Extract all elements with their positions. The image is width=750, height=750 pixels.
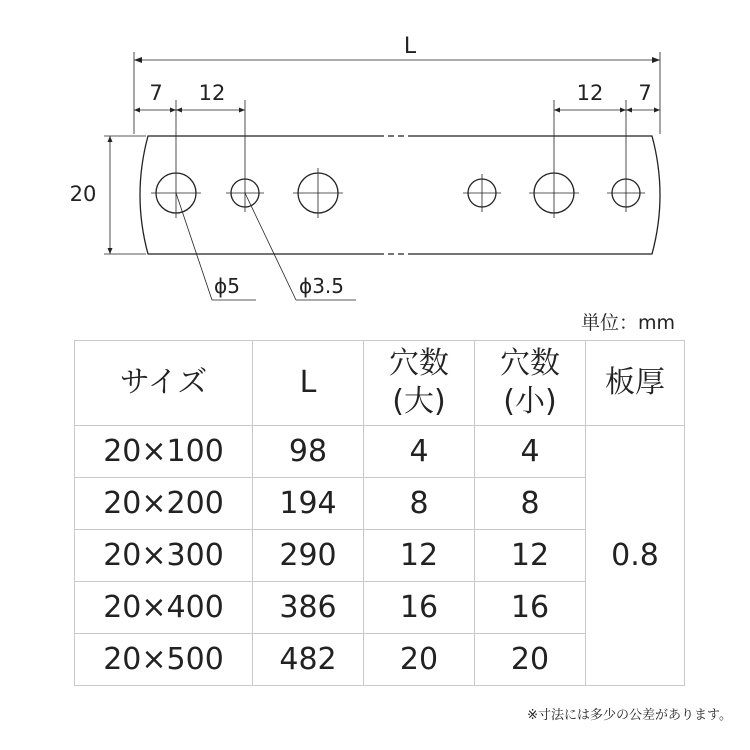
hole-small-label: ϕ3.5	[299, 274, 344, 298]
spec-table	[74, 340, 685, 686]
plate-drawing	[0, 0, 750, 310]
hole-large-label: ϕ5	[214, 274, 240, 298]
unit-label: 単位：mm	[580, 312, 675, 334]
header-thickness: 板厚	[586, 341, 685, 426]
cell-size: 20×100	[75, 426, 253, 478]
cell-holes-large: 12	[364, 530, 475, 582]
cell-L: 194	[253, 478, 364, 530]
dim-right-pitch-label: 12	[576, 81, 604, 105]
cell-holes-small: 16	[475, 582, 586, 634]
cell-size: 20×300	[75, 530, 253, 582]
cell-L: 290	[253, 530, 364, 582]
header-holes-small: 穴数 (小)	[475, 341, 586, 426]
dim-L-label: L	[403, 34, 417, 59]
header-size: サイズ	[75, 341, 253, 426]
dim-width-label: 20	[69, 182, 97, 206]
cell-holes-large: 20	[364, 634, 475, 686]
cell-thickness: 0.8	[586, 426, 685, 686]
table-row	[75, 426, 685, 478]
cell-holes-small: 8	[475, 478, 586, 530]
cell-L: 482	[253, 634, 364, 686]
cell-holes-large: 4	[364, 426, 475, 478]
dim-right-edge-label: 7	[638, 81, 652, 105]
cell-size: 20×400	[75, 582, 253, 634]
cell-holes-small: 20	[475, 634, 586, 686]
table-header-row	[75, 341, 685, 426]
header-L: L	[253, 341, 364, 426]
header-holes-large: 穴数 (大)	[364, 341, 475, 426]
tolerance-note: ※寸法には多少の公差があります。	[527, 708, 732, 723]
plate-outline-right	[412, 136, 660, 254]
cell-size: 20×500	[75, 634, 253, 686]
dim-left-pitch-label: 12	[198, 81, 226, 105]
cell-holes-large: 16	[364, 582, 475, 634]
cell-L: 98	[253, 426, 364, 478]
cell-holes-large: 8	[364, 478, 475, 530]
cell-L: 386	[253, 582, 364, 634]
cell-holes-small: 12	[475, 530, 586, 582]
cell-holes-small: 4	[475, 426, 586, 478]
dim-left-edge-label: 7	[149, 81, 163, 105]
cell-size: 20×200	[75, 478, 253, 530]
